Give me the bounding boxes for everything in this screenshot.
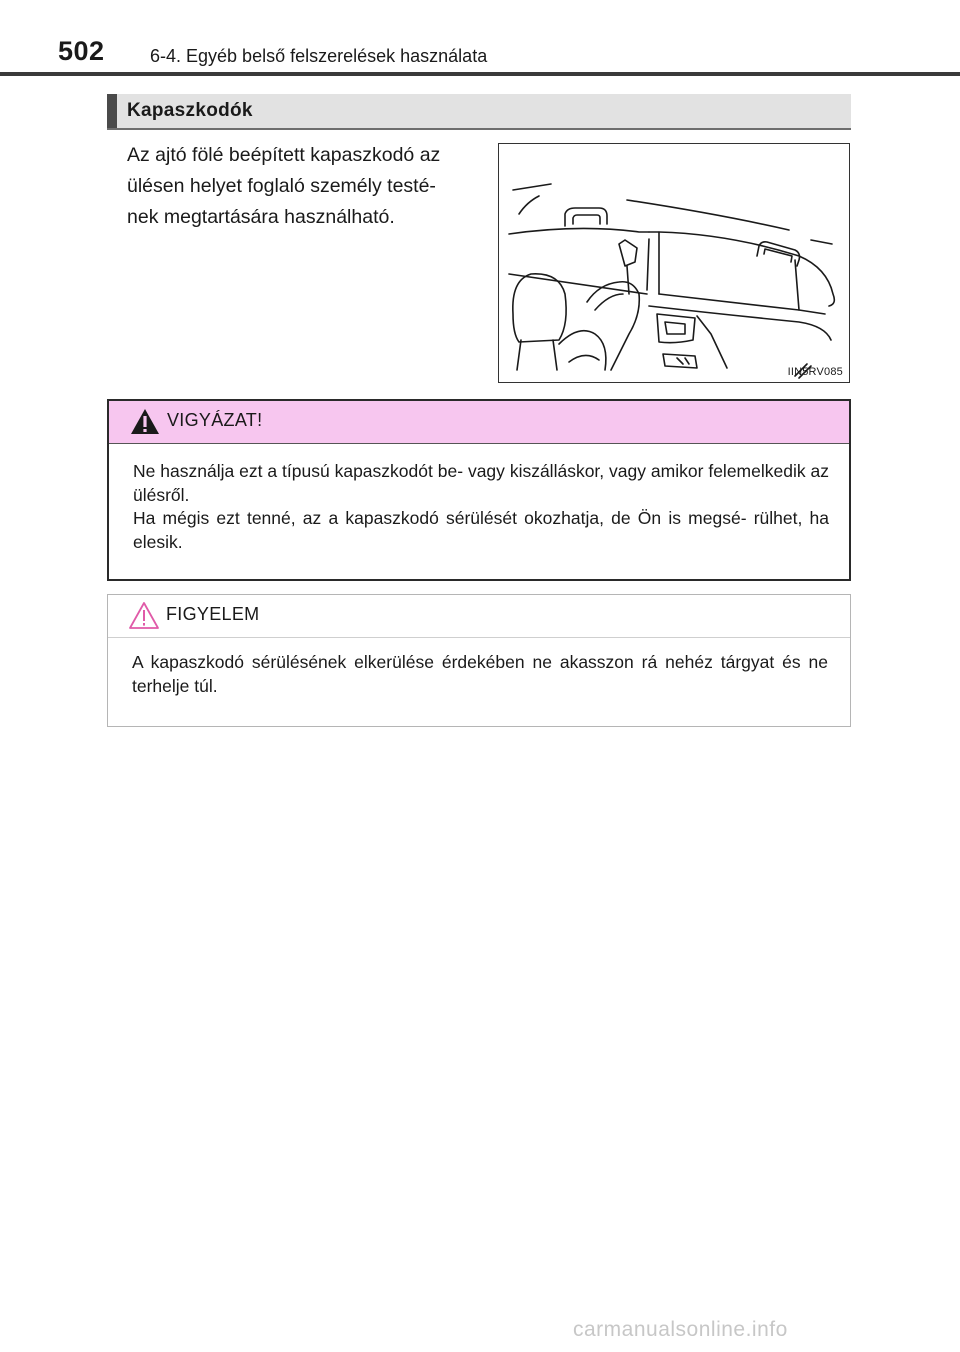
watermark: carmanualsonline.info: [573, 1318, 788, 1341]
notice-body: [132, 651, 828, 698]
headrest: [513, 274, 566, 342]
description-line: ülésen helyet foglaló személy testé-: [127, 175, 436, 197]
section-heading: [107, 94, 851, 130]
description-line: nek megtartására használható.: [127, 206, 395, 228]
warning-paragraph: Ne használja ezt a típusú kapaszkodót be- vagy kiszálláskor, vagy amikor felemelkedik az ülésről.: [133, 461, 829, 505]
roof-line: [811, 240, 832, 244]
notice-label: FIGYELEM: [166, 604, 260, 624]
warning-triangle-icon: [129, 407, 161, 442]
section-title: Kapaszkodók: [127, 100, 253, 121]
description-line: Az ajtó fölé beépített kapaszkodó az: [127, 144, 441, 166]
illustration-code: IIN5RV085: [787, 366, 843, 378]
warning-paragraph: Ha mégis ezt tenné, az a kapaszkodó sérülését okozhatja, de Ön is megsé- rülhet, ha elesik.: [133, 508, 829, 552]
warning-label: VIGYÁZAT!: [167, 410, 263, 430]
warning-header: [109, 401, 849, 444]
caution-triangle-icon: [128, 601, 160, 636]
roof-line: [513, 184, 551, 190]
notice-paragraph: A kapaszkodó sérülésének elkerülése érdekében ne akasszon rá nehéz tárgyat és ne terhelje túl.: [132, 652, 828, 696]
chapter-title: 6-4. Egyéb belső felszerelések használata: [150, 46, 488, 66]
section-heading-bar: [107, 94, 117, 128]
notice-header: [108, 595, 850, 638]
car-interior-drawing: [499, 144, 851, 384]
assist-grip-illustration: [498, 143, 850, 383]
notice-box: [107, 594, 851, 727]
warning-body: [133, 460, 829, 554]
page-number: 502: [58, 36, 105, 66]
header-rule: [0, 72, 960, 76]
roof-line: [627, 200, 789, 230]
section-description: [127, 140, 479, 233]
warning-box: [107, 399, 851, 581]
roof-line: [519, 196, 539, 214]
